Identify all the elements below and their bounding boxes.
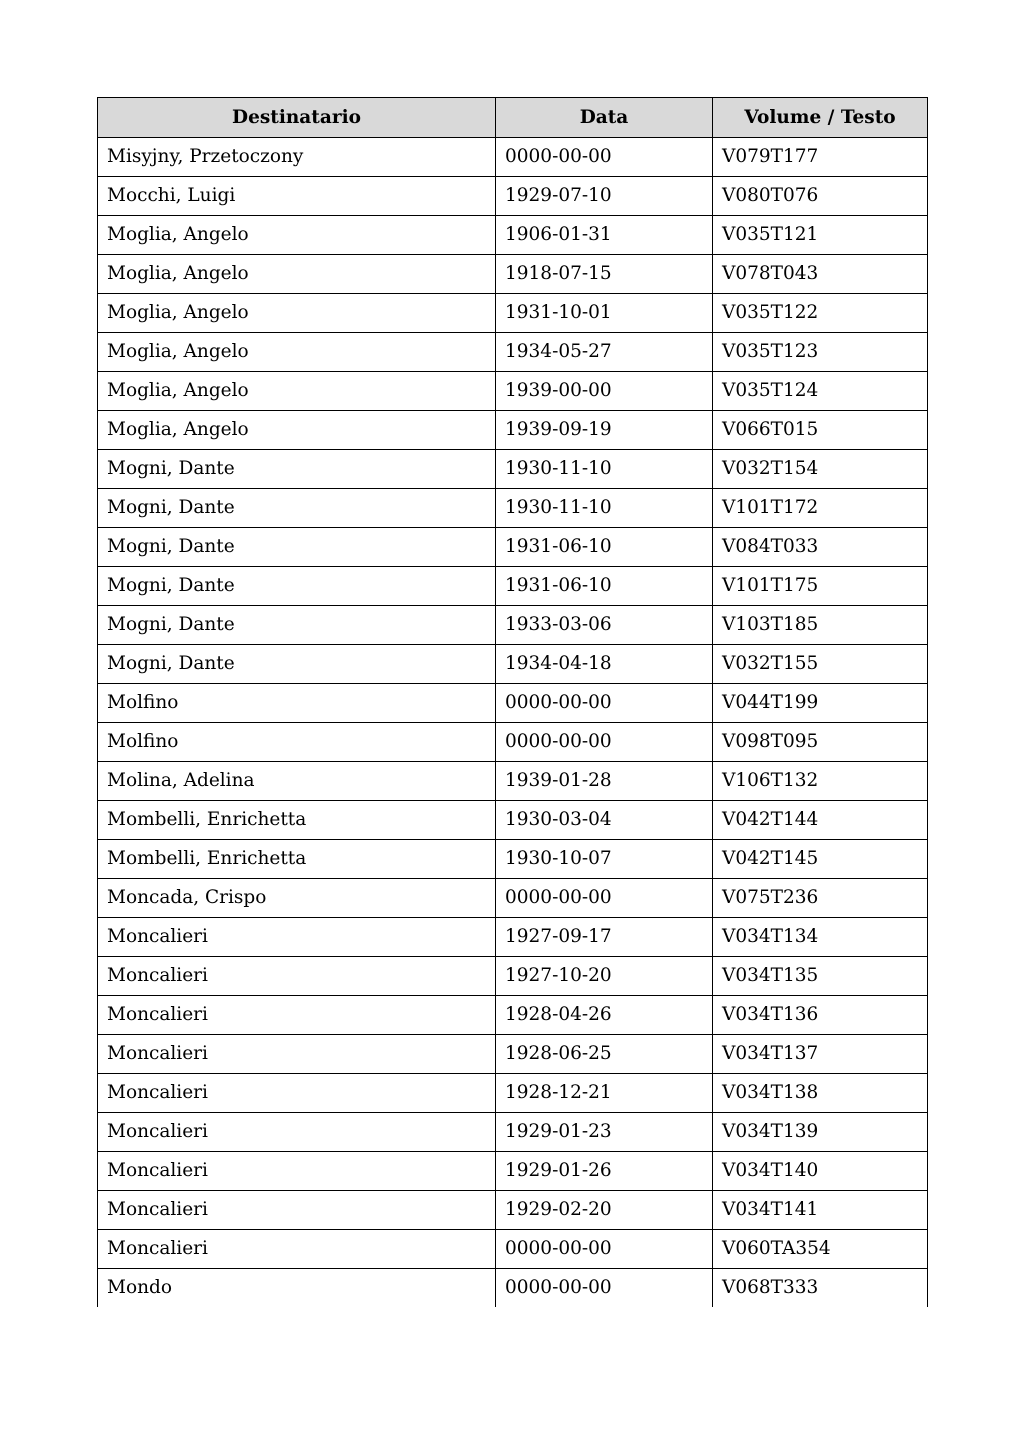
cell-volume-testo: V106T132 bbox=[713, 762, 928, 801]
table-row bbox=[98, 801, 928, 840]
table-row bbox=[98, 879, 928, 918]
cell-volume-testo: V080T076 bbox=[713, 177, 928, 216]
cell-volume-testo: V044T199 bbox=[713, 684, 928, 723]
cell-destinatario: Mogni, Dante bbox=[98, 645, 496, 684]
cell-data: 0000-00-00 bbox=[496, 1269, 713, 1308]
cell-data: 1931-06-10 bbox=[496, 567, 713, 606]
table-row bbox=[98, 645, 928, 684]
table-row bbox=[98, 1191, 928, 1230]
cell-data: 1929-07-10 bbox=[496, 177, 713, 216]
cell-volume-testo: V101T175 bbox=[713, 567, 928, 606]
cell-data: 1930-11-10 bbox=[496, 450, 713, 489]
cell-destinatario: Moncalieri bbox=[98, 1074, 496, 1113]
cell-volume-testo: V098T095 bbox=[713, 723, 928, 762]
cell-destinatario: Molfino bbox=[98, 723, 496, 762]
table-row bbox=[98, 1074, 928, 1113]
cell-destinatario: Mombelli, Enrichetta bbox=[98, 840, 496, 879]
table-body bbox=[98, 138, 928, 1308]
cell-data: 1927-09-17 bbox=[496, 918, 713, 957]
cell-data: 1934-04-18 bbox=[496, 645, 713, 684]
cell-data: 1927-10-20 bbox=[496, 957, 713, 996]
cell-volume-testo: V079T177 bbox=[713, 138, 928, 177]
cell-data: 1939-00-00 bbox=[496, 372, 713, 411]
cell-volume-testo: V035T121 bbox=[713, 216, 928, 255]
table-row bbox=[98, 138, 928, 177]
cell-destinatario: Moncalieri bbox=[98, 1152, 496, 1191]
correspondence-index-table bbox=[97, 97, 928, 1307]
cell-volume-testo: V034T139 bbox=[713, 1113, 928, 1152]
cell-destinatario: Moncalieri bbox=[98, 1035, 496, 1074]
table-row bbox=[98, 1230, 928, 1269]
cell-data: 1906-01-31 bbox=[496, 216, 713, 255]
cell-volume-testo: V060TA354 bbox=[713, 1230, 928, 1269]
column-header-data: Data bbox=[496, 98, 713, 138]
cell-data: 0000-00-00 bbox=[496, 879, 713, 918]
cell-data: 0000-00-00 bbox=[496, 1230, 713, 1269]
column-header-volume-testo: Volume / Testo bbox=[713, 98, 928, 138]
cell-destinatario: Mocchi, Luigi bbox=[98, 177, 496, 216]
table-row bbox=[98, 1269, 928, 1308]
cell-destinatario: Mogni, Dante bbox=[98, 450, 496, 489]
cell-data: 1929-01-23 bbox=[496, 1113, 713, 1152]
cell-destinatario: Molfino bbox=[98, 684, 496, 723]
cell-volume-testo: V078T043 bbox=[713, 255, 928, 294]
cell-volume-testo: V032T154 bbox=[713, 450, 928, 489]
table-row bbox=[98, 528, 928, 567]
table-row bbox=[98, 996, 928, 1035]
table-header bbox=[98, 98, 928, 138]
table-row bbox=[98, 177, 928, 216]
table-row bbox=[98, 762, 928, 801]
cell-volume-testo: V042T145 bbox=[713, 840, 928, 879]
cell-destinatario: Moglia, Angelo bbox=[98, 411, 496, 450]
cell-destinatario: Moncalieri bbox=[98, 996, 496, 1035]
cell-volume-testo: V034T141 bbox=[713, 1191, 928, 1230]
table-row bbox=[98, 918, 928, 957]
cell-data: 1930-03-04 bbox=[496, 801, 713, 840]
cell-data: 1939-01-28 bbox=[496, 762, 713, 801]
column-header-destinatario: Destinatario bbox=[98, 98, 496, 138]
cell-volume-testo: V066T015 bbox=[713, 411, 928, 450]
cell-destinatario: Moglia, Angelo bbox=[98, 216, 496, 255]
cell-destinatario: Moncalieri bbox=[98, 957, 496, 996]
cell-data: 0000-00-00 bbox=[496, 684, 713, 723]
cell-data: 1928-12-21 bbox=[496, 1074, 713, 1113]
cell-volume-testo: V042T144 bbox=[713, 801, 928, 840]
cell-volume-testo: V034T134 bbox=[713, 918, 928, 957]
cell-destinatario: Mondo bbox=[98, 1269, 496, 1308]
cell-volume-testo: V034T135 bbox=[713, 957, 928, 996]
cell-data: 1928-04-26 bbox=[496, 996, 713, 1035]
cell-data: 1931-10-01 bbox=[496, 294, 713, 333]
table-row bbox=[98, 957, 928, 996]
table-row bbox=[98, 723, 928, 762]
cell-destinatario: Mogni, Dante bbox=[98, 606, 496, 645]
cell-volume-testo: V035T122 bbox=[713, 294, 928, 333]
cell-destinatario: Moncalieri bbox=[98, 1230, 496, 1269]
cell-destinatario: Moglia, Angelo bbox=[98, 372, 496, 411]
cell-data: 1934-05-27 bbox=[496, 333, 713, 372]
cell-destinatario: Moncada, Crispo bbox=[98, 879, 496, 918]
cell-volume-testo: V075T236 bbox=[713, 879, 928, 918]
cell-volume-testo: V101T172 bbox=[713, 489, 928, 528]
cell-data: 1928-06-25 bbox=[496, 1035, 713, 1074]
table-row bbox=[98, 411, 928, 450]
cell-destinatario: Mogni, Dante bbox=[98, 489, 496, 528]
table-row bbox=[98, 372, 928, 411]
cell-volume-testo: V068T333 bbox=[713, 1269, 928, 1308]
cell-destinatario: Moncalieri bbox=[98, 918, 496, 957]
table-row bbox=[98, 294, 928, 333]
cell-data: 1929-02-20 bbox=[496, 1191, 713, 1230]
table-row bbox=[98, 333, 928, 372]
table-row bbox=[98, 489, 928, 528]
cell-data: 1918-07-15 bbox=[496, 255, 713, 294]
cell-volume-testo: V034T138 bbox=[713, 1074, 928, 1113]
cell-data: 1929-01-26 bbox=[496, 1152, 713, 1191]
table-row bbox=[98, 1152, 928, 1191]
table-row bbox=[98, 840, 928, 879]
cell-data: 0000-00-00 bbox=[496, 138, 713, 177]
cell-data: 1933-03-06 bbox=[496, 606, 713, 645]
cell-data: 1930-11-10 bbox=[496, 489, 713, 528]
table-row bbox=[98, 684, 928, 723]
cell-destinatario: Misyjny, Przetoczony bbox=[98, 138, 496, 177]
table-row bbox=[98, 1035, 928, 1074]
cell-volume-testo: V035T123 bbox=[713, 333, 928, 372]
table-row bbox=[98, 1113, 928, 1152]
table-row bbox=[98, 567, 928, 606]
cell-data: 1939-09-19 bbox=[496, 411, 713, 450]
cell-volume-testo: V034T140 bbox=[713, 1152, 928, 1191]
cell-data: 0000-00-00 bbox=[496, 723, 713, 762]
table-row bbox=[98, 450, 928, 489]
cell-destinatario: Moncalieri bbox=[98, 1191, 496, 1230]
table-row bbox=[98, 606, 928, 645]
cell-destinatario: Moncalieri bbox=[98, 1113, 496, 1152]
cell-destinatario: Moglia, Angelo bbox=[98, 333, 496, 372]
cell-volume-testo: V032T155 bbox=[713, 645, 928, 684]
cell-destinatario: Mogni, Dante bbox=[98, 528, 496, 567]
cell-volume-testo: V034T137 bbox=[713, 1035, 928, 1074]
cell-destinatario: Molina, Adelina bbox=[98, 762, 496, 801]
cell-destinatario: Mogni, Dante bbox=[98, 567, 496, 606]
header-row bbox=[98, 98, 928, 138]
cell-destinatario: Moglia, Angelo bbox=[98, 294, 496, 333]
cell-destinatario: Mombelli, Enrichetta bbox=[98, 801, 496, 840]
cell-volume-testo: V084T033 bbox=[713, 528, 928, 567]
table-row bbox=[98, 216, 928, 255]
cell-data: 1931-06-10 bbox=[496, 528, 713, 567]
cell-volume-testo: V103T185 bbox=[713, 606, 928, 645]
cell-data: 1930-10-07 bbox=[496, 840, 713, 879]
cell-volume-testo: V034T136 bbox=[713, 996, 928, 1035]
table-row bbox=[98, 255, 928, 294]
cell-destinatario: Moglia, Angelo bbox=[98, 255, 496, 294]
cell-volume-testo: V035T124 bbox=[713, 372, 928, 411]
